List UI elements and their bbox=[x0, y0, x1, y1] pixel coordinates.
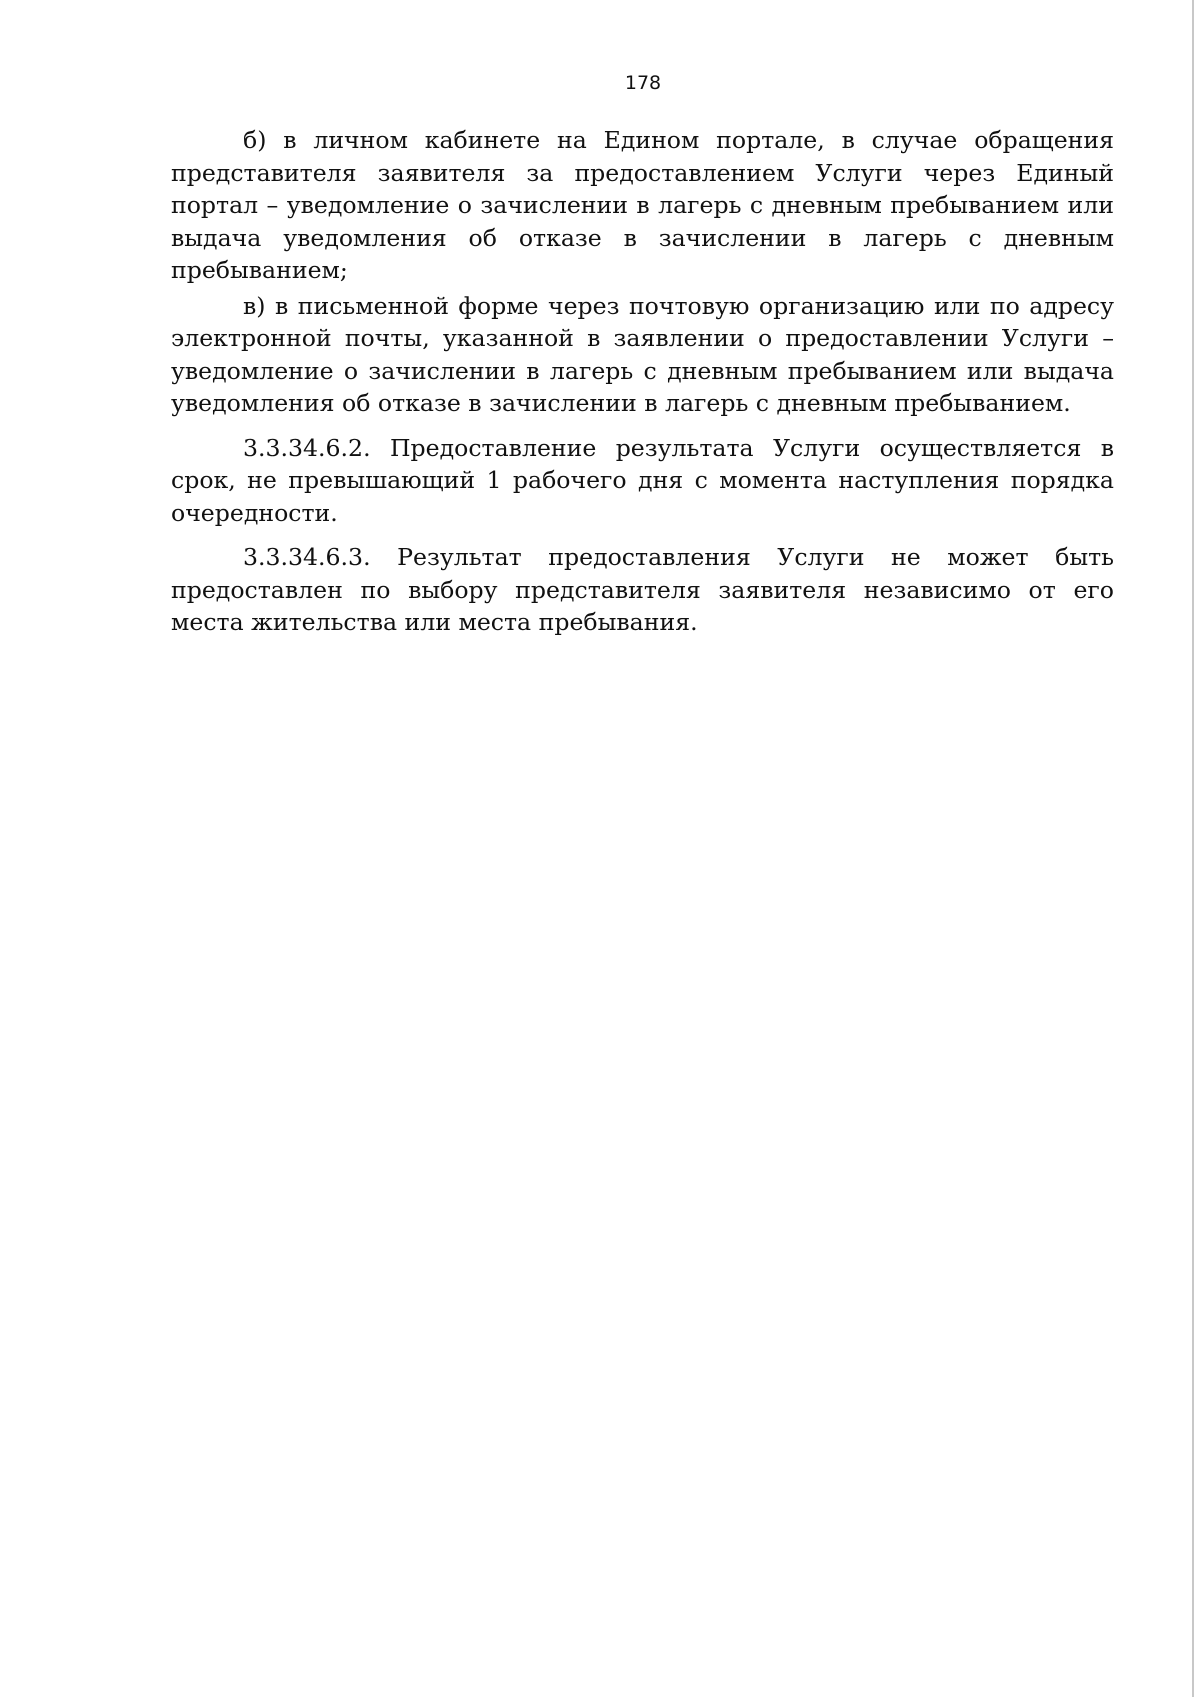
page-number: 178 bbox=[624, 72, 662, 94]
document-body bbox=[171, 124, 1114, 639]
paragraph-text: Предоставление результата Услуги осуществляется в срок, не превышающий 1 рабочего дня с момента наступления порядка очередности. bbox=[171, 433, 1114, 527]
paragraph-3-3-34-6-2 bbox=[171, 432, 1114, 530]
list-marker: б) bbox=[243, 126, 267, 154]
clause-number: 3.3.34.6.2. bbox=[243, 433, 371, 462]
paragraph-b bbox=[171, 124, 1114, 287]
paragraph-v bbox=[171, 290, 1114, 420]
paragraph-text: в личном кабинете на Едином портале, в случае обращения представителя заявителя за предоставлением Услуги через Единый портал – уведомление о зачислении в лагерь с дневным пребыванием или выдача уведомления об отказе в зачислении в лагерь с дневным пребыванием; bbox=[171, 126, 1114, 284]
clause-number: 3.3.34.6.3. bbox=[243, 543, 371, 571]
paragraph-text: Результат предоставления Услуги не может быть предоставлен по выбору представителя заявителя независимо от его места жительства или места пребывания. bbox=[171, 543, 1114, 636]
paragraph-3-3-34-6-3 bbox=[171, 541, 1114, 639]
list-marker: в) bbox=[243, 291, 266, 320]
paragraph-text: в письменной форме через почтовую организацию или по адресу электронной почты, указанной в заявлении о предоставлении Услуги – уведомление о зачислении в лагерь с дневным пребыванием или выдача уведомления об отказе в зачислении в лагерь с дневным пребыванием. bbox=[171, 291, 1115, 417]
